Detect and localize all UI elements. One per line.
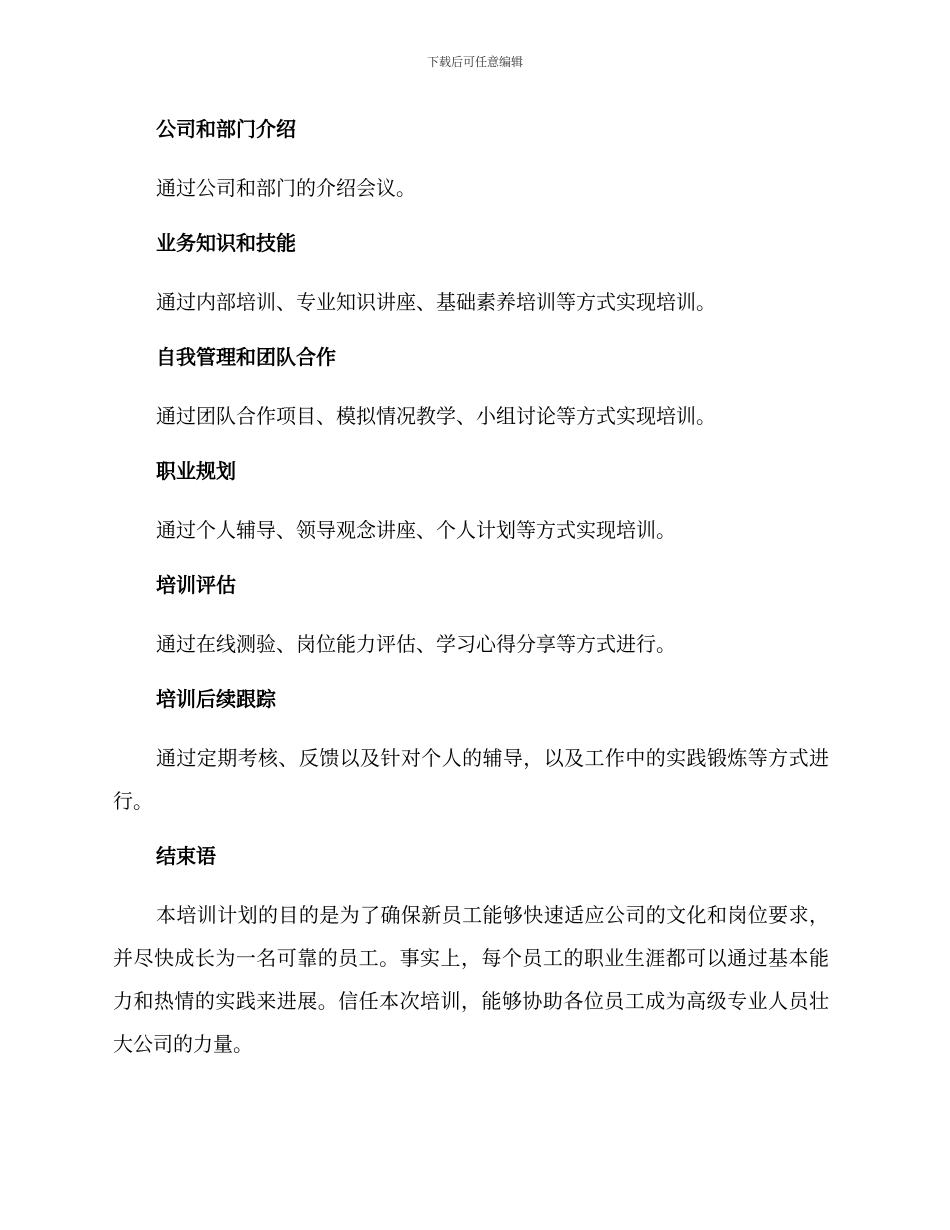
section-paragraph: 通过公司和部门的介绍会议。 — [156, 176, 416, 200]
section-paragraph: 通过个人辅导、领导观念讲座、个人计划等方式实现培训。 — [156, 518, 676, 542]
section-heading: 职业规划 — [156, 459, 236, 483]
section-paragraph: 本培训计划的目的是为了确保新员工能够快速适应公司的文化和岗位要求，并尽快成长为一名可靠的员工。事实上，每个员工的职业生涯都可以通过基本能力和热情的实践来进展。信任本次培训，能够协助各位员工成为高级专业人员壮大公司的力量。 — [113, 903, 829, 1056]
page-header-note: 下载后可任意编辑 — [426, 55, 523, 69]
section-heading: 业务知识和技能 — [156, 231, 296, 255]
section-heading: 结束语 — [156, 844, 216, 868]
section-paragraph: 通过团队合作项目、模拟情况教学、小组讨论等方式实现培训。 — [156, 404, 716, 428]
section-heading: 培训评估 — [156, 573, 236, 597]
section-heading: 自我管理和团队合作 — [156, 345, 336, 369]
section-paragraph: 通过在线测验、岗位能力评估、学习心得分享等方式进行。 — [156, 632, 676, 656]
section-paragraph: 通过内部培训、专业知识讲座、基础素养培训等方式实现培训。 — [156, 290, 716, 314]
section-heading: 培训后续跟踪 — [156, 687, 276, 711]
section-paragraph: 通过定期考核、反馈以及针对个人的辅导，以及工作中的实践锻炼等方式进行。 — [113, 746, 829, 813]
document-body — [113, 110, 829, 1066]
section-heading: 公司和部门介绍 — [156, 117, 296, 141]
